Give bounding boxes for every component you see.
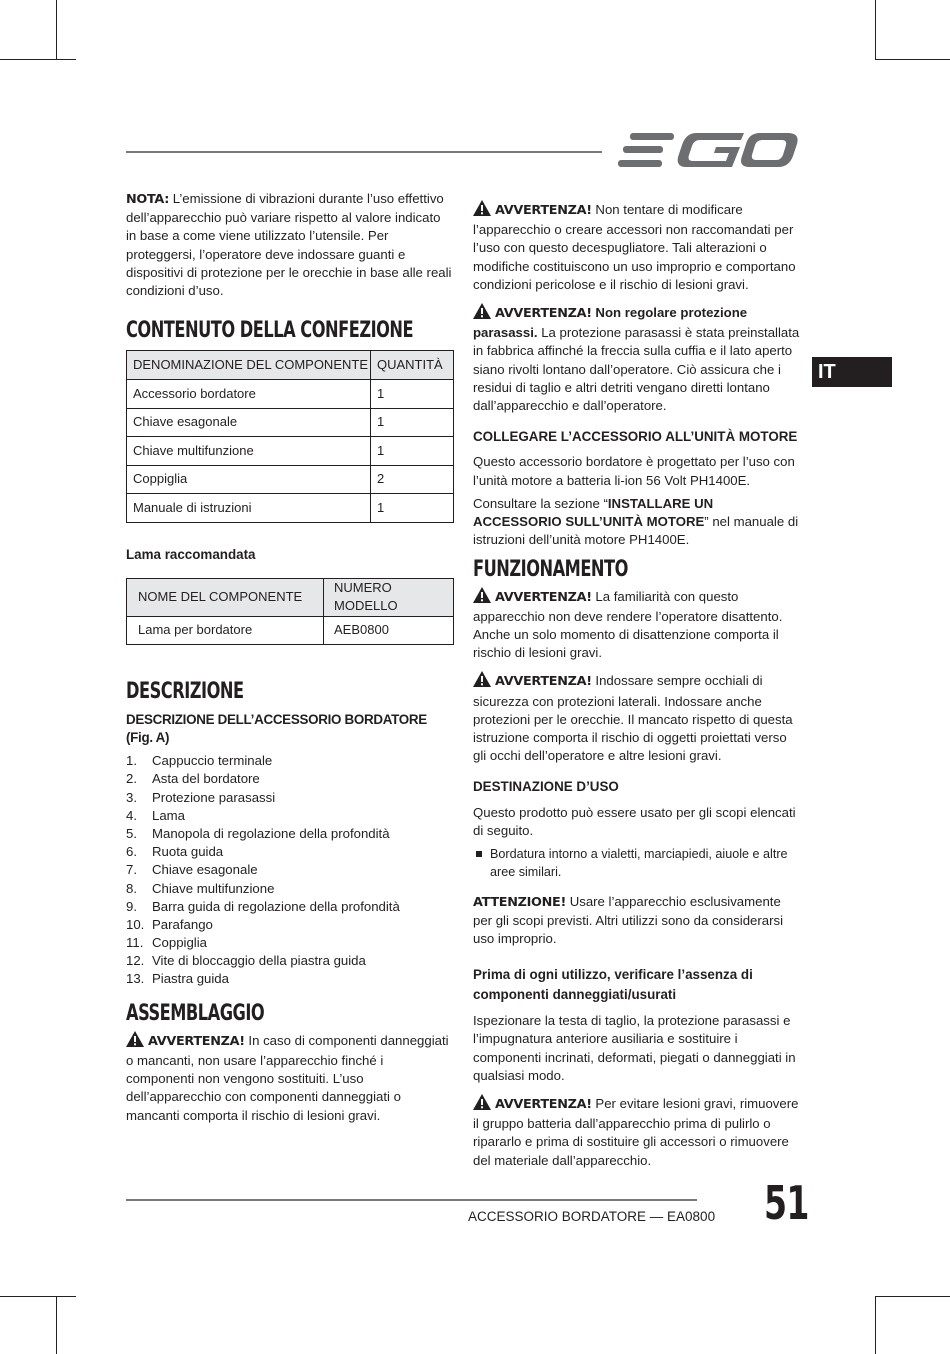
warning-paragraph (473, 200, 801, 294)
warning-text: La familiarità con questo apparecchio non deve rendere l’operatore disattento. Anche un solo momento di disattenzione comporta il rischio di lesioni gravi. (473, 588, 783, 661)
crop-mark (0, 59, 76, 60)
language-tab: IT (812, 357, 892, 387)
table-header-cell: NOME DEL COMPONENTE (127, 579, 324, 616)
table-header-row (127, 351, 454, 380)
list-item: 2. Asta del bordatore (126, 771, 260, 787)
list-item: 11. Coppiglia (126, 935, 207, 951)
warning-label: AVVERTENZA! (495, 1096, 592, 1112)
warning-paragraph (473, 303, 801, 415)
table-cell: 1 (371, 380, 454, 409)
crop-mark (0, 1296, 76, 1297)
list-item: 7. Chiave esagonale (126, 862, 258, 878)
right-column (473, 200, 801, 1170)
warning-paragraph (473, 671, 801, 765)
note-label: NOTA: (126, 192, 170, 207)
blade-heading: Lama raccomandata (126, 546, 256, 562)
table-cell: 1 (371, 494, 454, 523)
check-heading: Prima di ogni utilizzo, verificare l’assenza di componenti danneggiati/usurati (473, 967, 753, 1003)
crop-mark (56, 0, 57, 60)
table-cell: Lama per bordatore (127, 616, 324, 644)
table-row (127, 437, 454, 466)
header-rule (126, 151, 602, 153)
warning-text: Indossare sempre occhiali di sicurezza con protezioni laterali. Indossare anche protezioni per le orecchie. Il mancato rispetto di questa istruzione comporta il rischio di oggetti proiettati verso gli occhi dell’operatore e altre lesioni gravi. (473, 673, 793, 764)
footer-title: ACCESSORIO BORDATORE — EA0800 (468, 1209, 716, 1224)
intended-use-heading: DESTINAZIONE D’USO (473, 779, 619, 795)
warning-text: La protezione parasassi è stata preinstallata in fabbrica affinché la freccia sulla cuffia e il lato aperto siano rivolti lontano dall’operatore. Ciò assicura che i residui di taglio e altri detriti vengano diretti lontano dall’apparecchio e dall’operatore. (473, 325, 800, 414)
table-row (127, 408, 454, 437)
bullet-icon (476, 851, 482, 857)
contents-table (126, 350, 454, 523)
connect-reference: Consultare la sezione “INSTALLARE UN ACCESSORIO SULL’UNITÀ MOTORE” nel manuale di istruzioni dell’unità motore PH1400E. (473, 495, 799, 548)
assembly-warning (126, 1031, 454, 1125)
warning-label: AVVERTENZA! (495, 589, 592, 605)
crop-mark (875, 59, 950, 60)
page-number: 51 (764, 1176, 809, 1230)
warning-text: Non tentare di modificare l’apparecchio o creare accessori non raccomandati per l’uso con questo decespugliatore. Tali alterazioni o modifiche costituiscono un uso improprio e comportano condizioni pericolose e il rischio di lesioni gravi. (473, 202, 796, 292)
table-row (127, 616, 454, 644)
warning-paragraph (473, 1094, 801, 1170)
parts-list (126, 752, 454, 988)
table-cell: Chiave esagonale (127, 408, 371, 437)
crop-mark (875, 1296, 876, 1354)
ego-logo (618, 131, 800, 176)
list-item: 9. Barra guida di regolazione della profondità (126, 898, 400, 914)
connect-text: Questo accessorio bordatore è progettato per l’uso con l’unità motore a batteria li-ion 56 Volt PH1400E. (473, 454, 795, 488)
list-item: 5. Manopola di regolazione della profondità (126, 825, 390, 841)
table-cell: Accessorio bordatore (127, 380, 371, 409)
list-item: Bordatura intorno a vialetti, marciapiedi, aiuole e altre aree similari. (473, 845, 801, 881)
warning-label: AVVERTENZA! (495, 203, 592, 218)
attention-label: ATTENZIONE! (473, 894, 567, 910)
list-item: 10. Parafango (126, 916, 213, 932)
warning-icon (473, 671, 491, 692)
table-cell: 1 (371, 408, 454, 437)
warning-icon (473, 587, 491, 608)
list-item: 13. Piastra guida (126, 971, 229, 987)
table-row (127, 380, 454, 409)
list-item: 4. Lama (126, 807, 185, 823)
attention-text: Usare l’apparecchio esclusivamente per gli scopi previsti. Altri utilizzi sono da considerarsi uso improprio. (473, 893, 784, 946)
table-cell: 1 (371, 437, 454, 466)
warning-icon (473, 303, 491, 324)
table-header-cell: NUMERO MODELLO (324, 579, 454, 616)
assembly-heading: ASSEMBLAGGIO (126, 1000, 265, 1026)
table-row (127, 465, 454, 494)
footer-rule (126, 1199, 697, 1201)
connect-heading: COLLEGARE L’ACCESSORIO ALL’UNITÀ MOTORE (473, 429, 798, 445)
note-text: L’emissione di vibrazioni durante l’uso effettivo dell’apparecchio può variare rispetto al valore indicato in base a come viene utilizzato l’utensile. Per proteggersi, l’operatore deve indossare guanti e dispositivi di protezione per le orecchie in base alle reali condizioni d’uso. (126, 191, 452, 299)
intended-use-text: Questo prodotto può essere usato per gli scopi elencati di seguito. (473, 804, 796, 838)
left-column (126, 190, 454, 1125)
warning-icon (473, 1094, 491, 1115)
warning-label: AVVERTENZA! (495, 306, 592, 322)
table-cell: Coppiglia (127, 465, 371, 494)
contents-heading: CONTENUTO DELLA CONFEZIONE (126, 318, 414, 344)
crop-mark (875, 1296, 950, 1297)
note-paragraph (126, 190, 454, 300)
attention-paragraph (473, 893, 801, 949)
warning-bold-text: Non regolare protezione parasassi. (473, 305, 748, 341)
table-header-cell: QUANTITÀ (371, 351, 454, 380)
warning-icon (126, 1031, 144, 1052)
check-text: Ispezionare la testa di taglio, la protezione parasassi e l’impugnatura anteriore ausiliaria e sostituire i componenti incrinati, deformati, piegati o danneggiati in qualsiasi modo. (473, 1013, 796, 1083)
table-cell: Chiave multifunzione (127, 437, 371, 466)
warning-paragraph (473, 587, 801, 663)
description-subheading: DESCRIZIONE DELL’ACCESSORIO BORDATORE (Fig. A) (126, 711, 427, 745)
warning-text: Per evitare lesioni gravi, rimuovere il gruppo batteria dall’apparecchio prima di pulirlo o ripararlo e prima di sostituire gli accessori o rimuovere del materiale dall’apparecchio. (473, 1095, 799, 1168)
table-header-cell: DENOMINAZIONE DEL COMPONENTE (127, 351, 371, 380)
blade-table (126, 578, 454, 644)
table-cell: Manuale di istruzioni (127, 494, 371, 523)
intended-use-list (473, 845, 801, 881)
warning-icon (473, 200, 491, 221)
crop-mark (56, 1296, 57, 1354)
list-item: 12. Vite di bloccaggio della piastra guida (126, 953, 366, 969)
operation-heading: FUNZIONAMENTO (473, 557, 628, 583)
warning-label: AVVERTENZA! (148, 1033, 245, 1049)
list-item: 1. Cappuccio terminale (126, 753, 273, 769)
warning-text: In caso di componenti danneggiati o mancanti, non usare l’apparecchio finché i componenti non vengono sostituiti. L’uso dell’apparecchio con componenti danneggiati o mancanti comporta il rischio di lesioni gravi. (126, 1032, 449, 1123)
warning-label: AVVERTENZA! (495, 674, 592, 690)
table-row (127, 494, 454, 523)
crop-mark (875, 0, 876, 60)
list-item: 6. Ruota guida (126, 844, 224, 860)
table-cell: AEB0800 (324, 616, 454, 644)
list-item: 8. Chiave multifunzione (126, 880, 275, 896)
description-heading: DESCRIZIONE (126, 678, 244, 704)
list-item: 3. Protezione parasassi (126, 789, 276, 805)
table-header-row (127, 579, 454, 616)
table-cell: 2 (371, 465, 454, 494)
